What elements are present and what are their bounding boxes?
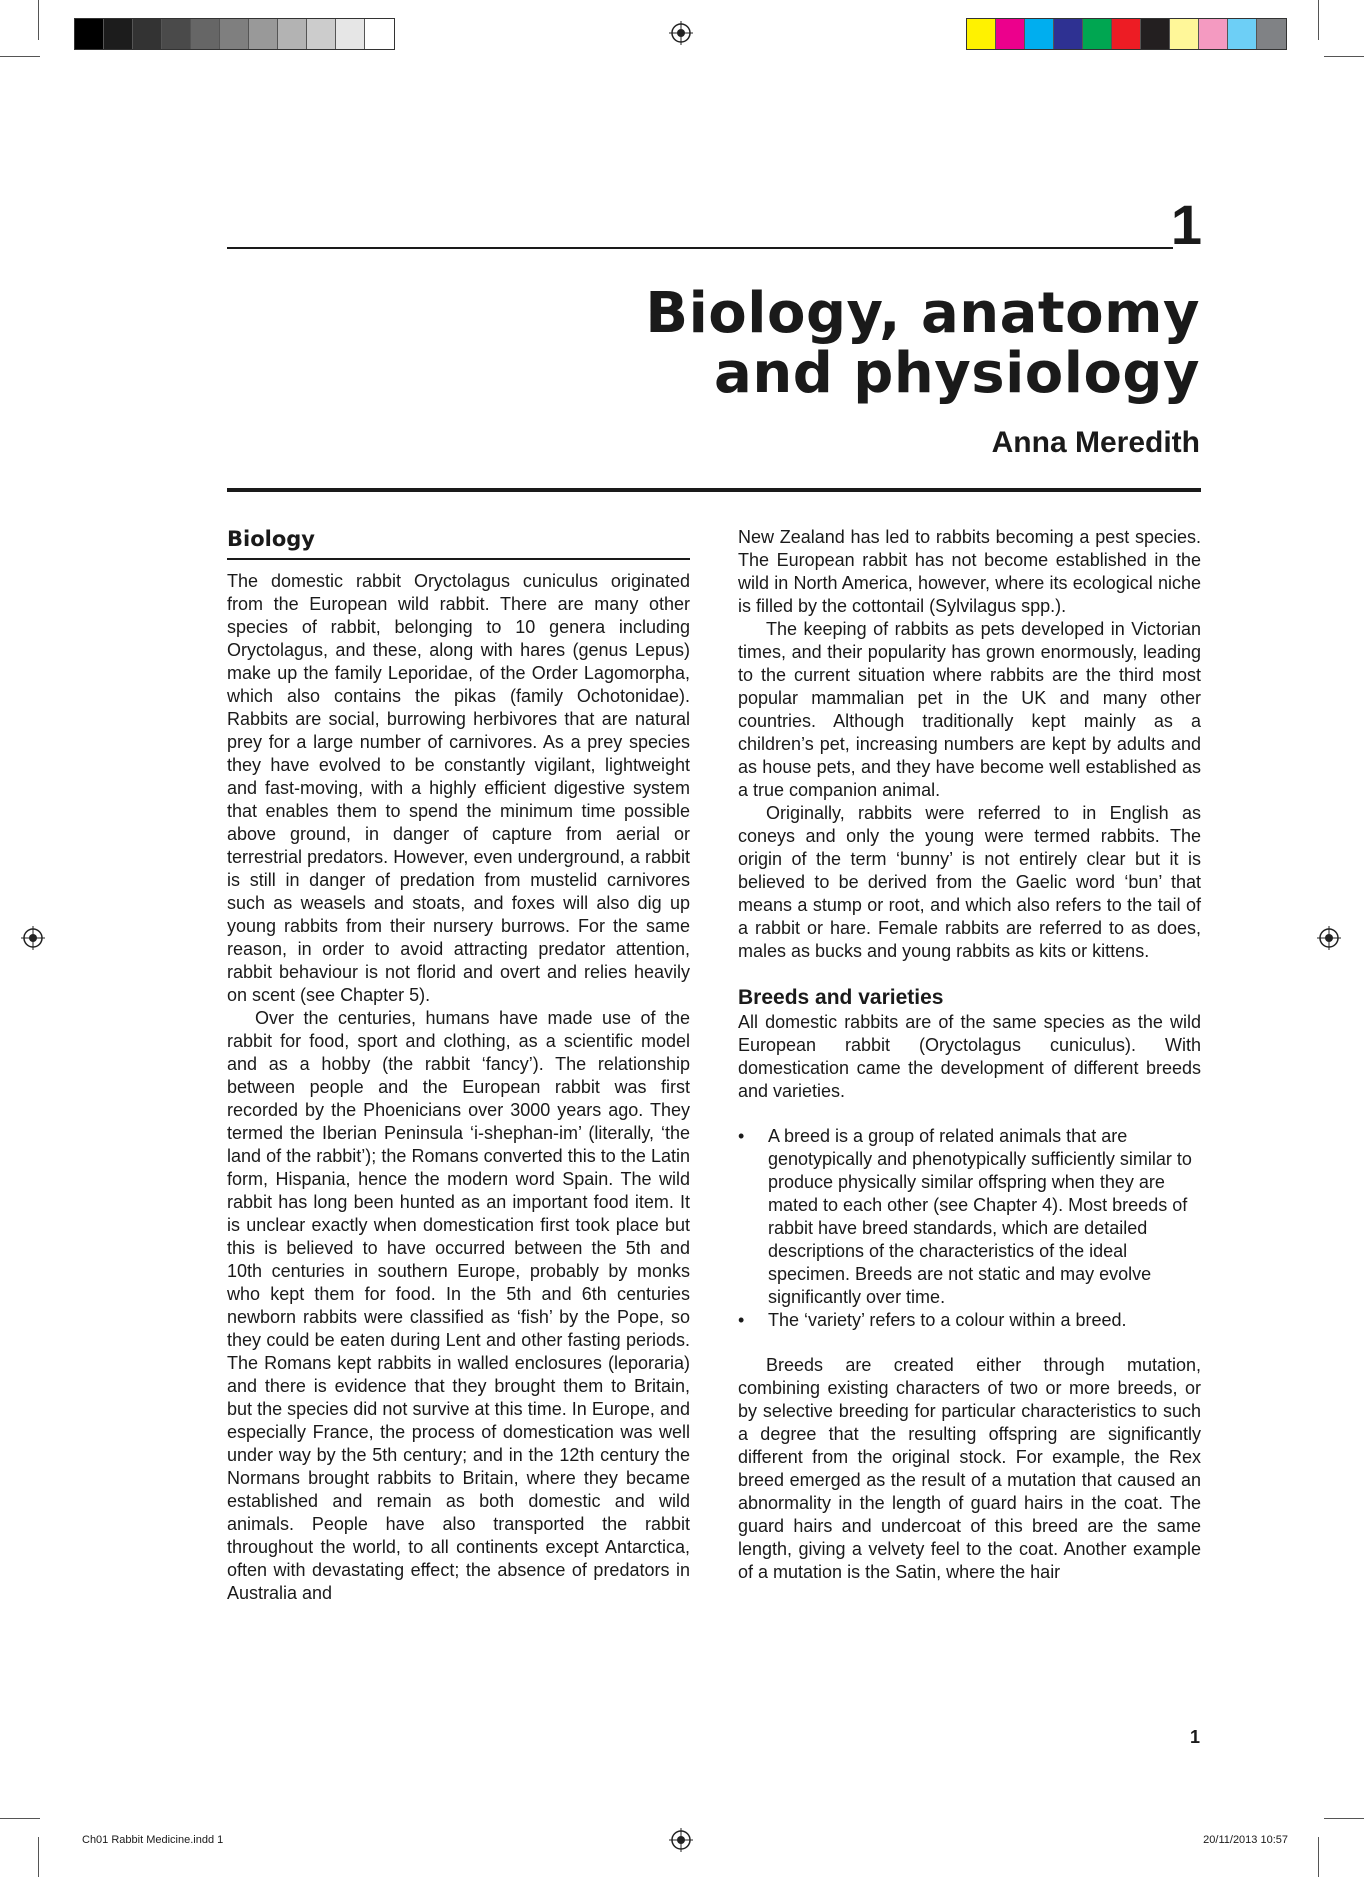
list-item: • The ‘variety’ refers to a colour within a breed. <box>738 1309 1201 1332</box>
calibration-swatch <box>1141 19 1170 49</box>
chapter-title <box>500 281 1200 406</box>
paragraph: The domestic rabbit Oryctolagus cuniculus originated from the European wild rabbit. There are many other species of rabbit, belonging to 10 genera including Oryctolagus, and these, along with hares (genus Lepus) make up the family Leporidae, of the Order Lagomorpha, which also contains the pikas (family Ochotonidae). Rabbits are social, burrowing herbivores that are natural prey for a large number of carnivores. As a prey species they have evolved to be constantly vigilant, lightweight and fast-moving, with a highly efficient digestive system that enables them to spend the minimum time possible above ground, in danger of capture from aerial or terrestrial predators. However, even underground, a rabbit is still in danger of predation from mustelid carnivores such as weasels and stoats, and foxes will also dig up young rabbits from their nursery burrows. For the same reason, in order to avoid attracting predator attention, rabbit behaviour is not florid and overt and relies heavily on scent (see Chapter 5). <box>227 571 690 1005</box>
calibration-swatch <box>1228 19 1257 49</box>
registration-mark-icon <box>1317 926 1341 950</box>
chapter-title-line: Biology, anatomy <box>645 281 1200 346</box>
header-rule <box>227 488 1201 492</box>
slug-timestamp: 20/11/2013 10:57 <box>1203 1834 1288 1846</box>
page-number: 1 <box>1189 1727 1200 1747</box>
right-column <box>738 526 1201 1584</box>
slug-filename: Ch01 Rabbit Medicine.indd 1 <box>82 1834 224 1846</box>
grayscale-calibration-bar <box>74 18 395 50</box>
list-item: • A breed is a group of related animals that are genotypically and phenotypically sufficiently similar to produce physically similar offspring when they are mated to each other (see Chapter 4). Most breeds of rabbit have breed standards, which are detailed descriptions of the characteristics of the ideal specimen. Breeds are not static and may evolve significantly over time. <box>738 1125 1201 1309</box>
calibration-swatch <box>1112 19 1141 49</box>
bullet-list <box>738 1125 1201 1332</box>
calibration-swatch <box>1199 19 1228 49</box>
crop-mark <box>0 56 40 57</box>
paragraph: Breeds are created either through mutation, combining existing characters of two or more breeds, or by selective breeding for particular characteristics to such a degree that the resulting offspring are significantly different from the original stock. For example, the Rex breed emerged as the result of a mutation that caused an abnormality in the length of guard hairs in the coat. The guard hairs and undercoat of this breed are the same length, giving a velvety feel to the coat. Another example of a mutation is the Satin, where the hair <box>738 1355 1201 1582</box>
paragraph: New Zealand has led to rabbits becoming a pest species. The European rabbit has not become established in the wild in North America, however, where its ecological niche is filled by the cottontail (Sylvilagus spp.). <box>738 527 1201 616</box>
chapter-rule <box>227 247 1173 249</box>
crop-mark <box>1324 56 1364 57</box>
calibration-swatch <box>1025 19 1054 49</box>
calibration-swatch <box>1083 19 1112 49</box>
chapter-title-line: and physiology <box>714 341 1200 406</box>
calibration-swatch <box>191 19 220 49</box>
calibration-swatch <box>1054 19 1083 49</box>
calibration-swatch <box>249 19 278 49</box>
registration-mark-icon <box>669 1828 693 1852</box>
paragraph: Originally, rabbits were referred to in English as coneys and only the young were termed rabbits. The origin of the term ‘bunny’ is not entirely clear but it is believed to be derived from the Gaelic word ‘bun’ that means a stump or root, and which also refers to the tail of a rabbit or hare. Female rabbits are referred to as does, males as bucks and young rabbits as kits or kittens. <box>738 803 1201 961</box>
calibration-swatch <box>220 19 249 49</box>
paragraph: The keeping of rabbits as pets developed in Victorian times, and their popularity has grown enormously, leading to the current situation where rabbits are the third most popular mammalian pet in the UK and many other countries. Although traditionally kept mainly as a children’s pet, increasing numbers are kept by adults and as house pets, and they have become well established as a true companion animal. <box>738 619 1201 800</box>
calibration-swatch <box>365 19 394 49</box>
crop-mark <box>0 1818 40 1819</box>
calibration-swatch <box>133 19 162 49</box>
registration-mark-icon <box>21 926 45 950</box>
paragraph: Over the centuries, humans have made use of the rabbit for food, sport and clothing, as a scientific model and as a hobby (the rabbit ‘fancy’). The relationship between people and the European rabbit was first recorded by the Phoenicians over 3000 years ago. They termed the Iberian Peninsula ‘i-shephan-im’ (literally, ‘the land of the rabbit’); the Romans converted this to the Latin form, Hispania, hence the modern word Spain. The wild rabbit has long been hunted as an important food item. It is unclear exactly when domestication first took place but this is believed to have occurred between the 5th and 10th centuries in southern Europe, probably by monks who kept them for food. In the 5th and 6th centuries newborn rabbits were classified as ‘fish’ by the Pope, so they could be eaten during Lent and other fasting periods. The Romans kept rabbits in walled enclosures (leporaria) and there is evidence that they brought them to Britain, but the species did not survive at this time. In Europe, and especially France, the process of domestication was well under way by the 5th century; and in the 12th century the Normans brought rabbits to Britain, where they became established and remain as both domestic and wild animals. People have also transported the rabbit throughout the world, to all continents except Antarctica, often with devastating effect; the absence of predators in Australia and <box>227 1008 690 1603</box>
calibration-swatch <box>75 19 104 49</box>
subsection-heading: Breeds and varieties <box>738 986 944 1009</box>
chapter-number: 1 <box>1170 193 1202 256</box>
crop-mark <box>1324 1818 1364 1819</box>
crop-mark <box>38 0 39 40</box>
calibration-swatch <box>996 19 1025 49</box>
color-calibration-bar <box>966 18 1287 50</box>
left-column <box>227 526 690 1605</box>
calibration-swatch <box>278 19 307 49</box>
calibration-swatch <box>1170 19 1199 49</box>
author-name: Anna Meredith <box>991 426 1200 459</box>
calibration-swatch <box>1257 19 1286 49</box>
calibration-swatch <box>336 19 365 49</box>
crop-mark <box>1318 0 1319 40</box>
calibration-swatch <box>162 19 191 49</box>
calibration-swatch <box>307 19 336 49</box>
crop-mark <box>1318 1837 1319 1877</box>
calibration-swatch <box>967 19 996 49</box>
calibration-swatch <box>104 19 133 49</box>
paragraph: All domestic rabbits are of the same species as the wild European rabbit (Oryctolagus cuniculus). With domestication came the development of different breeds and varieties. <box>738 1012 1201 1101</box>
section-heading: Biology <box>227 526 690 560</box>
registration-mark-icon <box>669 21 693 45</box>
crop-mark <box>38 1837 39 1877</box>
